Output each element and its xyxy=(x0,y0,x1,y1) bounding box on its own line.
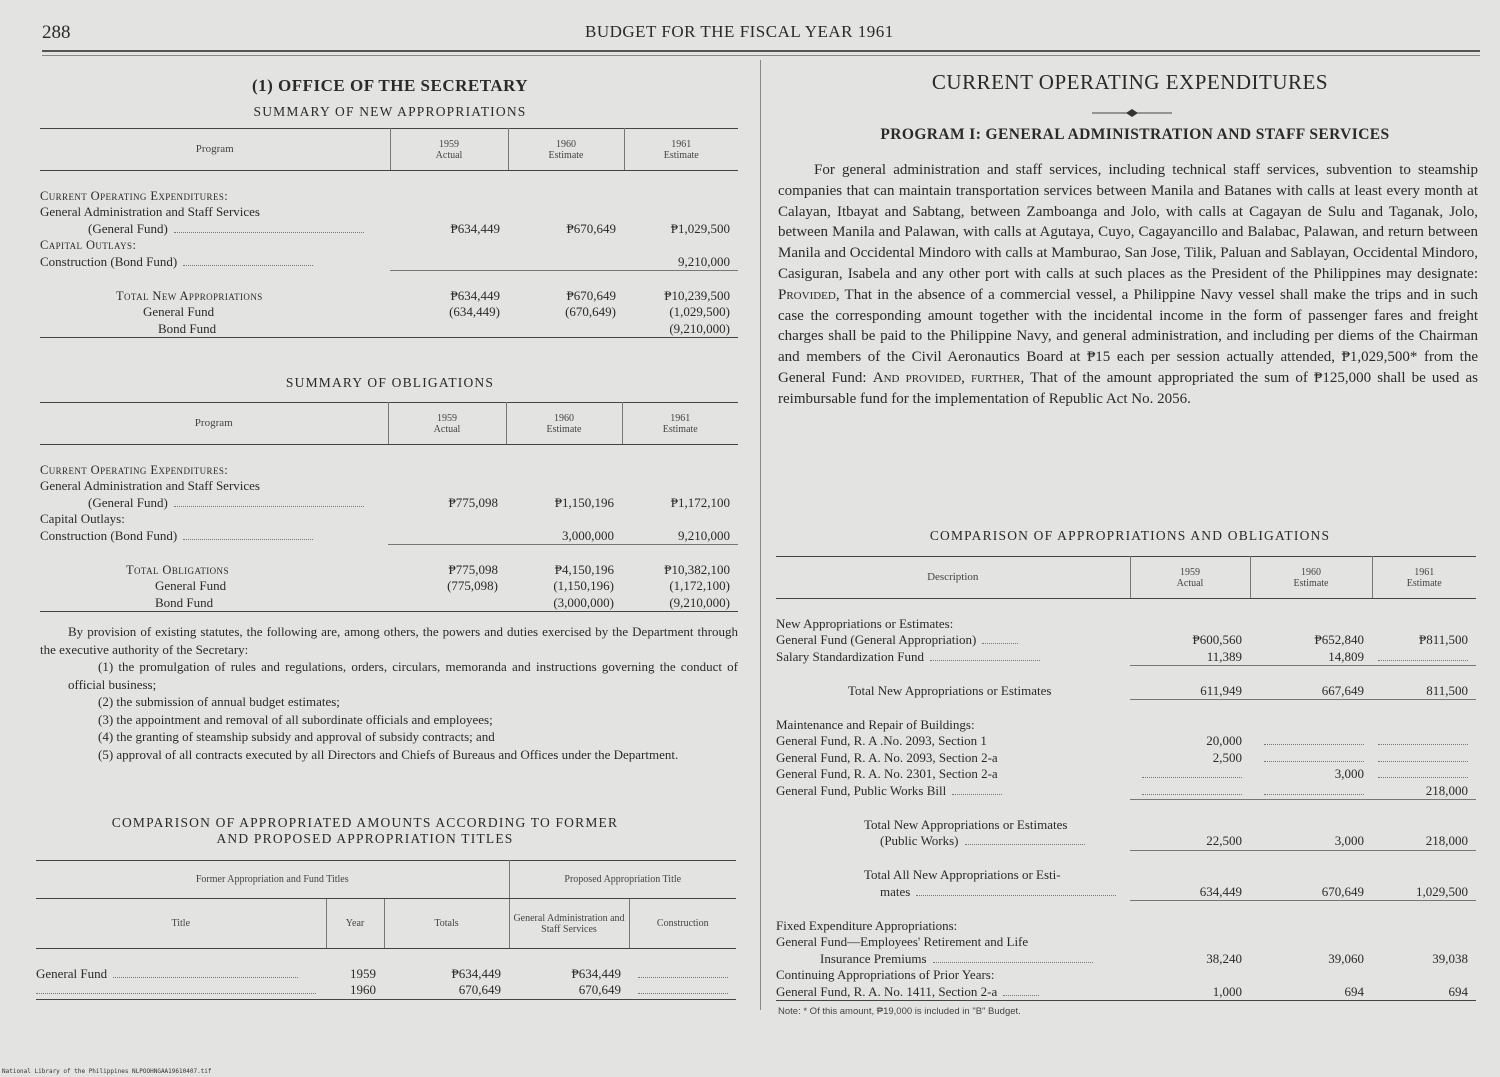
value-cell: 3,000 xyxy=(1250,833,1372,850)
table-row xyxy=(36,982,736,999)
row-label: General Fund, R. A. No. 1411, Section 2-a xyxy=(776,984,1130,1001)
header-rule xyxy=(42,50,1480,52)
value-cell xyxy=(1130,766,1250,783)
value-cell xyxy=(508,254,624,271)
value-cell: (775,098) xyxy=(447,578,498,593)
value-cell xyxy=(1130,783,1250,800)
office-title: (1) OFFICE OF THE SECRETARY xyxy=(251,76,529,95)
value-cell xyxy=(629,966,736,983)
value-cell: 14,809 xyxy=(1250,649,1372,666)
value-cell xyxy=(1372,649,1476,666)
value-cell xyxy=(1250,733,1372,750)
footnote: Note: * Of this amount, ₱19,000 is included in "B" Budget. xyxy=(778,1006,1021,1017)
value-cell xyxy=(390,321,508,338)
running-head: BUDGET FOR THE FISCAL YEAR 1961 xyxy=(585,22,894,41)
total-label: Total New Appropriations or Estimates xyxy=(864,816,1068,832)
value-cell: 9,210,000 xyxy=(624,254,738,271)
value-cell: 9,210,000 xyxy=(622,528,738,545)
row-label: General Fund, R. A .No. 2093, Section 1 xyxy=(776,733,987,748)
value-cell: 39,038 xyxy=(1432,950,1468,966)
obligations-title: SUMMARY OF OBLIGATIONS xyxy=(285,375,495,390)
value-cell: (9,210,000) xyxy=(669,320,730,336)
former-titles-header: Former Appropriation and Fund Titles xyxy=(36,861,509,899)
value-cell: ₱811,500 xyxy=(1419,632,1468,647)
row-label: Salary Standardization Fund xyxy=(776,649,1130,666)
row-label: Bond Fund xyxy=(158,320,217,336)
current-expenditures-title: CURRENT OPERATING EXPENDITURES xyxy=(931,70,1329,94)
continuing-appropriations-heading: Continuing Appropriations of Prior Years: xyxy=(776,967,995,982)
value-cell: (634,449) xyxy=(449,304,500,319)
year-1960-header: 1960 Estimate xyxy=(506,403,622,445)
maintenance-heading: Maintenance and Repair of Buildings: xyxy=(776,716,975,732)
value-cell xyxy=(629,982,736,999)
row-label: Bond Fund xyxy=(155,594,214,610)
value-cell: 3,000,000 xyxy=(506,528,622,545)
value-cell xyxy=(388,528,506,545)
value-cell: ₱1,150,196 xyxy=(554,494,614,510)
value-cell xyxy=(1250,750,1372,767)
program-header: Program xyxy=(40,403,388,445)
value-cell: 218,000 xyxy=(1372,833,1476,850)
year-1960-header: 1960 Estimate xyxy=(1250,557,1372,599)
value-cell: 1,000 xyxy=(1212,983,1242,999)
value-cell xyxy=(388,595,506,612)
year-1961-header: 1961 Estimate xyxy=(624,129,738,171)
value-cell: 38,240 xyxy=(1206,950,1242,966)
total-label: (Public Works) xyxy=(776,833,1130,850)
scan-footer: National Library of the Philippines NLPOOHNGAA19610407.tif xyxy=(2,1068,212,1075)
program-header: Program xyxy=(40,129,390,171)
total-label: Total All New Appropriations or Esti- xyxy=(864,867,1061,882)
year-1959-header: 1959 Actual xyxy=(388,403,506,445)
comparison-obligations-table xyxy=(776,556,1476,1001)
value-cell: ₱10,382,100 xyxy=(664,561,730,577)
value-cell: 670,649 xyxy=(458,982,501,997)
row-label: General Fund xyxy=(143,304,215,319)
gas-header: General Administration and Staff Services xyxy=(509,899,629,949)
value-cell: 1,029,500 xyxy=(1372,884,1476,901)
value-cell: ₱4,150,196 xyxy=(554,561,614,577)
value-cell: 39,060 xyxy=(1328,950,1364,966)
title-header: Title xyxy=(36,899,326,949)
value-cell: ₱775,098 xyxy=(448,494,498,510)
row-label: General Administration and Staff Services xyxy=(40,204,260,219)
header-rule-thin xyxy=(42,55,1480,56)
provision-intro: By provision of existing statutes, the following are, among others, the powers and duties exercised by the Department through the executive authority of the Secretary: xyxy=(40,624,738,657)
row-label: General Fund, Public Works Bill xyxy=(776,783,1130,800)
value-cell: ₱10,239,500 xyxy=(664,287,730,303)
value-cell: (670,649) xyxy=(565,304,616,319)
value-cell: 11,389 xyxy=(1130,649,1250,666)
value-cell: ₱1,029,500 xyxy=(670,220,730,236)
current-operating-heading: Current Operating Expenditures: xyxy=(40,462,229,477)
new-appropriations-title: SUMMARY OF NEW APPROPRIATIONS xyxy=(253,104,527,119)
value-cell xyxy=(1372,766,1476,783)
value-cell: ₱634,449 xyxy=(450,287,500,303)
duty-item: (5) approval of all contracts executed by all Directors and Chiefs of Bureaus and Offices under the Department. xyxy=(98,746,679,762)
value-cell xyxy=(1372,733,1476,750)
value-cell: 1960 xyxy=(350,982,376,997)
value-cell: ₱634,449 xyxy=(450,220,500,236)
value-cell: 694 xyxy=(1344,983,1364,999)
value-cell: 811,500 xyxy=(1372,683,1476,700)
year-header: Year xyxy=(326,899,384,949)
value-cell: 3,000 xyxy=(1334,766,1364,781)
capital-outlays-heading: Capital Outlays: xyxy=(40,238,137,252)
program-description: For general administration and staff services, including technical staff services, subvention to steamship companies that can maintain transportation services between Manila and Batanes with calls at least every month at Calayan, Itbayat and Sabtang, between Zamboanga and Jolo, with calls at Cagayan de Sulu and Taganak, Jolo, between Manila and Palawan, with calls at Agutaya, Cuyo, Cagayancillo and Balabac, Palawan, and return between Manila and Occidental Mindoro with calls at Mamburao, San Jose, Tilik, Paluan and Sablayan, Occidental Mindoro, Casiguran, Isabela and any other port with calls at such places as the President of the Philippines may designate: Provided, That in the absence of a commercial vessel, a Philippine Navy vessel shall make the trips and in such case the corresponding amount together with the incidental income in the form of passenger fares and freight charges shall be paid to the Philippine Navy, and general administration, and including per diems of the Chairman and members of the Civil Aeronautics Board at ₱15 each per session actually attended, ₱1,029,500* from the General Fund: And provided, further, That of the amount appropriated the sum of ₱125,000 shall be used as reimbursable fund for the implementation of Republic Act No. 2056. xyxy=(778,162,1479,407)
duty-item: (2) the submission of annual budget estimates; xyxy=(98,694,340,709)
row-label: (General Fund) xyxy=(40,221,390,238)
value-cell xyxy=(508,321,624,338)
total-label: mates xyxy=(776,884,1130,901)
year-1961-header: 1961 Estimate xyxy=(622,403,738,445)
value-cell: 670,649 xyxy=(578,982,621,997)
value-cell: 694 xyxy=(1448,983,1468,999)
duty-item: (1) the promulgation of rules and regulations, orders, circulars, memoranda and instructions governing the conduct of official business; xyxy=(68,659,738,692)
value-cell xyxy=(390,254,508,271)
fixed-expenditure-heading: Fixed Expenditure Appropriations: xyxy=(776,917,958,933)
row-label: (General Fund) xyxy=(40,495,388,512)
value-cell: 634,449 xyxy=(1130,884,1250,901)
value-cell: ₱600,560 xyxy=(1192,632,1242,647)
totals-header: Totals xyxy=(384,899,509,949)
current-operating-heading: Current Operating Expenditures: xyxy=(40,188,229,203)
obligations-table xyxy=(40,402,738,612)
column-divider xyxy=(760,60,761,1010)
value-cell: ₱652,840 xyxy=(1314,632,1364,647)
provisions-text xyxy=(40,623,738,763)
value-cell: 22,500 xyxy=(1130,833,1250,850)
value-cell: (1,150,196) xyxy=(553,578,614,593)
value-cell: ₱634,449 xyxy=(571,965,621,981)
row-label xyxy=(36,982,326,999)
total-label: Total New Appropriations xyxy=(116,288,263,303)
row-label: General Administration and Staff Services xyxy=(40,478,260,493)
year-1959-header: 1959 Actual xyxy=(1130,557,1250,599)
year-1959-header: 1959 Actual xyxy=(390,129,508,171)
value-cell: (1,172,100) xyxy=(669,578,730,593)
construction-header: Construction xyxy=(629,899,736,949)
value-cell: ₱670,649 xyxy=(566,287,616,303)
row-label: General Fund, R. A. No. 2301, Section 2-a xyxy=(776,766,998,781)
value-cell xyxy=(1372,750,1476,767)
row-label: General Fund xyxy=(36,966,326,983)
duty-item: (3) the appointment and removal of all subordinate officials and employees; xyxy=(98,711,493,727)
value-cell: (3,000,000) xyxy=(553,594,614,610)
ornament-divider xyxy=(1092,108,1172,118)
value-cell: (9,210,000) xyxy=(669,594,730,610)
row-label: General Fund (General Appropriation) xyxy=(776,632,1130,649)
proposed-title-header: Proposed Appropriation Title xyxy=(509,861,736,899)
duty-item: (4) the granting of steamship subsidy and approval of subsidy contracts; and xyxy=(98,729,495,744)
year-1961-header: 1961 Estimate xyxy=(1372,557,1476,599)
value-cell: ₱670,649 xyxy=(566,220,616,236)
row-label: Insurance Premiums xyxy=(776,951,1130,968)
page-number: 288 xyxy=(42,22,71,43)
new-appropriations-table xyxy=(40,128,738,338)
value-cell: 667,649 xyxy=(1250,683,1372,700)
value-cell xyxy=(1250,783,1372,800)
row-label: General Fund, R. A. No. 2093, Section 2-a xyxy=(776,749,998,765)
value-cell: ₱1,172,100 xyxy=(670,494,730,510)
row-label: General Fund xyxy=(155,578,227,593)
comparison-titles-table xyxy=(36,860,736,1000)
value-cell: (1,029,500) xyxy=(669,304,730,319)
row-label: General Fund—Employees' Retirement and Life xyxy=(776,934,1029,949)
capital-outlays-heading: Capital Outlays: xyxy=(40,511,125,526)
value-cell: ₱775,098 xyxy=(448,561,498,577)
description-header: Description xyxy=(776,557,1130,599)
value-cell: 20,000 xyxy=(1206,733,1242,748)
value-cell: ₱634,449 xyxy=(451,965,501,981)
value-cell: 218,000 xyxy=(1372,783,1476,800)
comparison-titles-title: COMPARISON OF APPROPRIATED AMOUNTS ACCORDING TO FORMER AND PROPOSED APPROPRIATION TITLES xyxy=(111,815,619,846)
total-label: Total Obligations xyxy=(126,562,229,577)
value-cell: 670,649 xyxy=(1250,884,1372,901)
row-label: Construction (Bond Fund) xyxy=(40,254,390,271)
program-title: PROGRAM I: GENERAL ADMINISTRATION AND STAFF SERVICES xyxy=(880,126,1390,143)
value-cell: 611,949 xyxy=(1130,683,1250,700)
year-1960-header: 1960 Estimate xyxy=(508,129,624,171)
value-cell: 2,500 xyxy=(1212,749,1242,765)
new-appropriations-heading: New Appropriations or Estimates: xyxy=(776,615,954,631)
comparison-obligations-title: COMPARISON OF APPROPRIATIONS AND OBLIGATIONS xyxy=(929,528,1331,543)
value-cell: 1959 xyxy=(350,965,376,981)
row-label: Construction (Bond Fund) xyxy=(40,528,388,545)
total-label: Total New Appropriations or Estimates xyxy=(848,682,1052,698)
table-row xyxy=(36,966,736,983)
